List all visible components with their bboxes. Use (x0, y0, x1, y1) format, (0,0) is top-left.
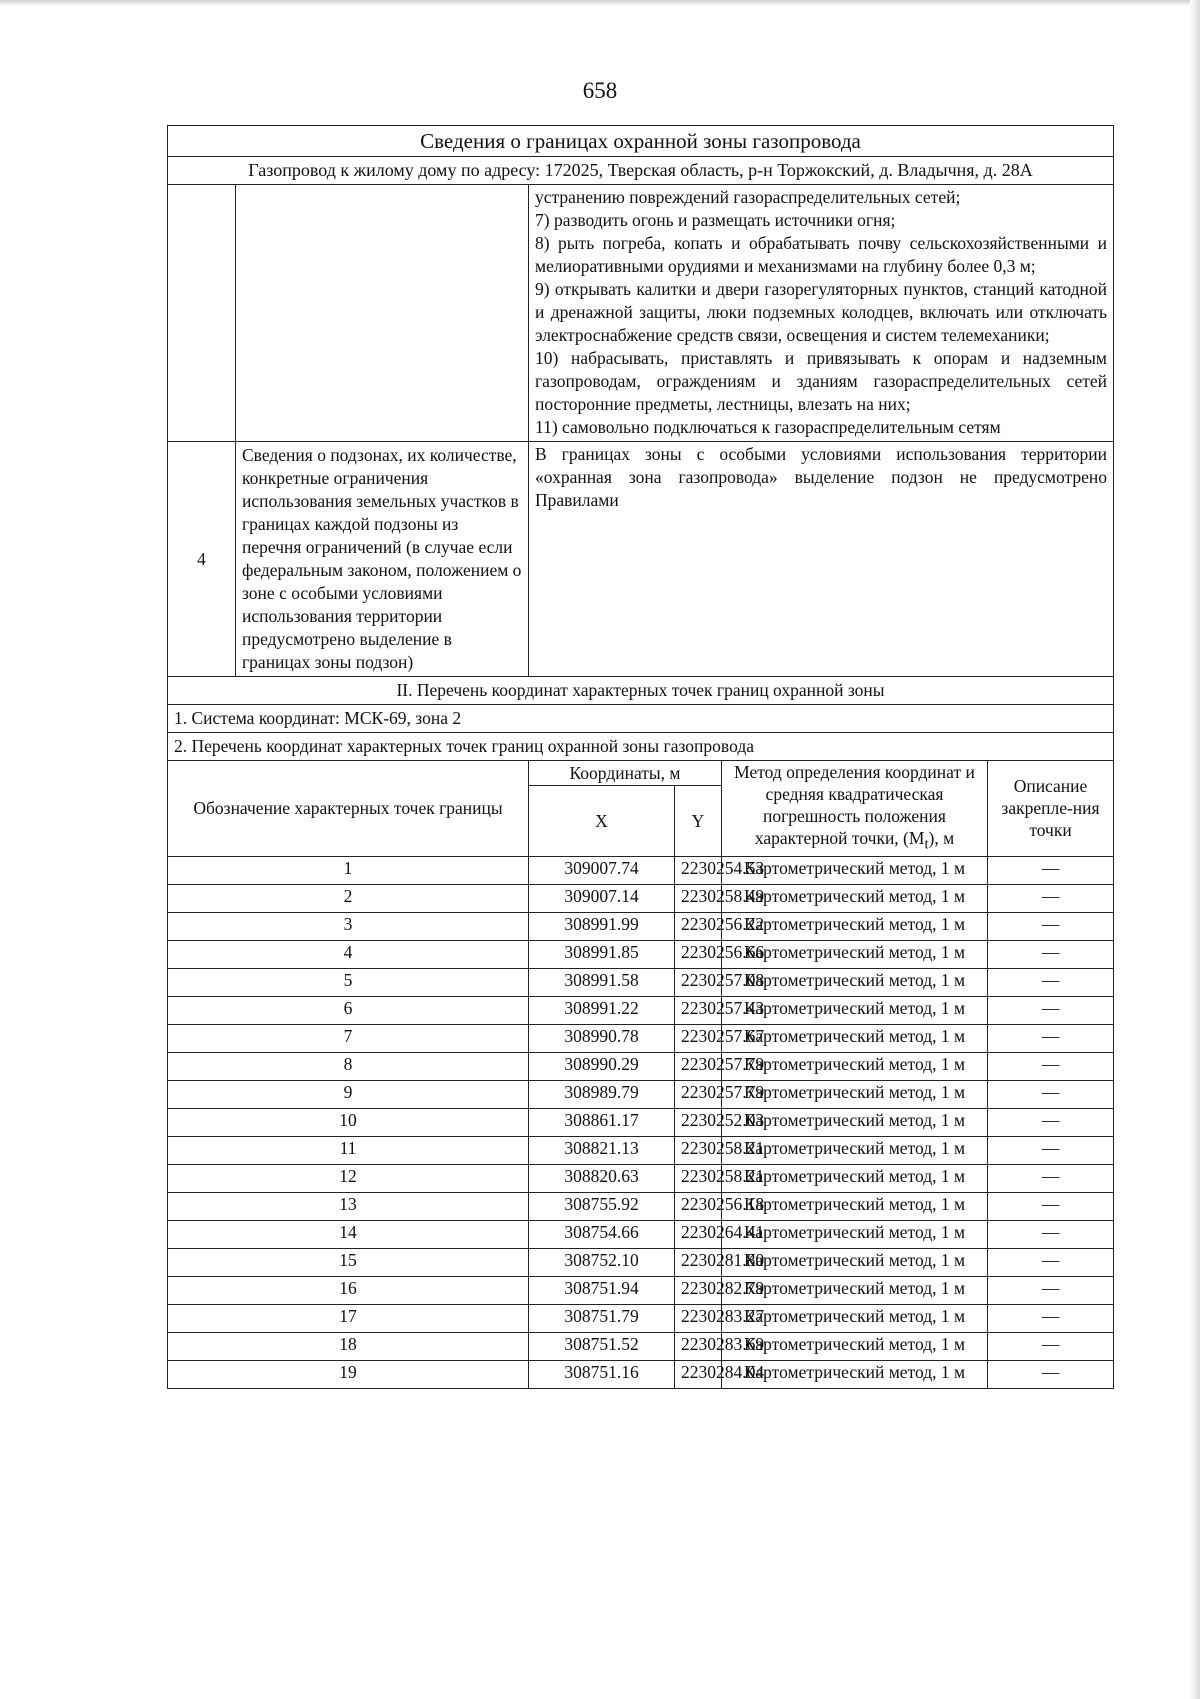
point-x: 308991.22 (529, 996, 675, 1024)
table-row (168, 1360, 1114, 1388)
point-method: Картометрический метод, 1 м (722, 1108, 988, 1136)
point-y: 2230282.79 (675, 1276, 722, 1304)
subzones-row (168, 442, 1114, 677)
restrictions-row (168, 185, 1114, 442)
point-y: 2230256.66 (675, 940, 722, 968)
point-number: 12 (168, 1164, 529, 1192)
table-row (168, 1332, 1114, 1360)
point-method: Картометрический метод, 1 м (722, 1192, 988, 1220)
restriction-item: 9) открывать калитки и двери газорегуляторных пунктов, станций катодной и дренажной защиты, люки подземных колодцев, включать или отключать электроснабжение средств связи, освещения и систем телемеханики; (535, 279, 1108, 345)
point-x: 308754.66 (529, 1220, 675, 1248)
point-number: 11 (168, 1136, 529, 1164)
header-x: X (529, 785, 675, 856)
restriction-item: 10) набрасывать, приставлять и привязывать к опорам и надземным газопроводам, ограждениям и зданиям газораспределительных сетей посторонние предметы, лестницы, влезать на них; (535, 348, 1108, 414)
point-x: 308751.16 (529, 1360, 675, 1388)
point-y: 2230258.21 (675, 1136, 722, 1164)
header-y: Y (675, 785, 722, 856)
point-y: 2230284.04 (675, 1360, 722, 1388)
page-edge-top (0, 0, 1200, 6)
restriction-item: 11) самовольно подключаться к газораспределительным сетям (535, 417, 1001, 437)
point-y: 2230258.49 (675, 884, 722, 912)
table-row (168, 1164, 1114, 1192)
point-description: — (988, 1108, 1114, 1136)
subzones-label: Сведения о подзонах, их количестве, конкретные ограничения использования земельных участков в границах каждой подзоны из перечня ограничений (в случае если федеральным законом, положением о зоне с особыми условиями использования территории предусмотрено выделение в границах зоны подзон) (236, 442, 529, 677)
table-row (168, 1052, 1114, 1080)
row-number-empty (168, 185, 236, 442)
point-description: — (988, 1360, 1114, 1388)
point-x: 308990.29 (529, 1052, 675, 1080)
table-row (168, 912, 1114, 940)
point-x: 308861.17 (529, 1108, 675, 1136)
point-x: 309007.14 (529, 884, 675, 912)
point-description: — (988, 968, 1114, 996)
point-y: 2230264.41 (675, 1220, 722, 1248)
point-number: 17 (168, 1304, 529, 1332)
point-method: Картометрический метод, 1 м (722, 1304, 988, 1332)
point-x: 308751.79 (529, 1304, 675, 1332)
point-x: 309007.74 (529, 856, 675, 884)
table-row (168, 1136, 1114, 1164)
header-method-b: ), м (928, 828, 955, 848)
point-y: 2230254.53 (675, 856, 722, 884)
point-description: — (988, 1164, 1114, 1192)
point-method: Картометрический метод, 1 м (722, 1052, 988, 1080)
table-row (168, 940, 1114, 968)
point-y: 2230257.79 (675, 1052, 722, 1080)
table-row (168, 856, 1114, 884)
table-row (168, 1248, 1114, 1276)
point-y: 2230257.67 (675, 1024, 722, 1052)
point-y: 2230256.18 (675, 1192, 722, 1220)
section2-title: II. Перечень координат характерных точек границ охранной зоны (168, 677, 1114, 705)
coord-system-row (168, 705, 1114, 733)
point-description: — (988, 1024, 1114, 1052)
point-number: 6 (168, 996, 529, 1024)
protection-zone-table (167, 125, 1114, 1389)
point-y: 2230283.69 (675, 1332, 722, 1360)
point-method: Картометрический метод, 1 м (722, 884, 988, 912)
point-method: Картометрический метод, 1 м (722, 1080, 988, 1108)
restriction-item: устранению повреждений газораспределительных сетей; (535, 187, 961, 207)
point-method: Картометрический метод, 1 м (722, 856, 988, 884)
point-number: 2 (168, 884, 529, 912)
point-method: Картометрический метод, 1 м (722, 1276, 988, 1304)
point-method: Картометрический метод, 1 м (722, 968, 988, 996)
point-x: 308991.99 (529, 912, 675, 940)
point-method: Картометрический метод, 1 м (722, 1332, 988, 1360)
point-description: — (988, 884, 1114, 912)
point-description: — (988, 1080, 1114, 1108)
point-number: 7 (168, 1024, 529, 1052)
point-number: 5 (168, 968, 529, 996)
point-method: Картометрический метод, 1 м (722, 1024, 988, 1052)
point-x: 308751.52 (529, 1332, 675, 1360)
point-x: 308755.92 (529, 1192, 675, 1220)
point-description: — (988, 1332, 1114, 1360)
subzones-value-text: В границах зоны с особыми условиями использования территории «охранная зона газопровода» выделение подзон не предусмотрено Правилами (535, 444, 1108, 510)
point-x: 308990.78 (529, 1024, 675, 1052)
point-description: — (988, 1276, 1114, 1304)
point-method: Картометрический метод, 1 м (722, 1248, 988, 1276)
point-y: 2230258.21 (675, 1164, 722, 1192)
point-description: — (988, 1052, 1114, 1080)
header-method (722, 761, 988, 857)
point-number: 1 (168, 856, 529, 884)
point-method: Картометрический метод, 1 м (722, 912, 988, 940)
subzones-value (529, 442, 1114, 677)
point-number: 8 (168, 1052, 529, 1080)
point-number: 10 (168, 1108, 529, 1136)
section2-title-row (168, 677, 1114, 705)
point-number: 16 (168, 1276, 529, 1304)
point-number: 18 (168, 1332, 529, 1360)
restriction-item: 7) разводить огонь и размещать источники огня; (535, 210, 896, 230)
row-label-empty (236, 185, 529, 442)
table-row (168, 884, 1114, 912)
restriction-item: 8) рыть погреба, копать и обрабатывать почву сельскохозяйственными и мелиоративными орудиями и механизмами на глубину более 0,3 м; (535, 233, 1108, 276)
table-row (168, 1108, 1114, 1136)
point-method: Картометрический метод, 1 м (722, 940, 988, 968)
table-row (168, 996, 1114, 1024)
point-y: 2230257.79 (675, 1080, 722, 1108)
point-description: — (988, 856, 1114, 884)
header-method-a: Метод определения координат и средняя квадратическая погрешность положения характерной точки, (M (734, 762, 975, 848)
coord-system: 1. Система координат: МСК-69, зона 2 (168, 705, 1114, 733)
point-method: Картометрический метод, 1 м (722, 1136, 988, 1164)
point-x: 308821.13 (529, 1136, 675, 1164)
list-title: 2. Перечень координат характерных точек границ охранной зоны газопровода (168, 733, 1114, 761)
point-method: Картометрический метод, 1 м (722, 1164, 988, 1192)
point-number: 14 (168, 1220, 529, 1248)
point-x: 308991.85 (529, 940, 675, 968)
points-header-row-1 (168, 761, 1114, 786)
point-method: Картометрический метод, 1 м (722, 1360, 988, 1388)
table-row (168, 1304, 1114, 1332)
point-description: — (988, 1220, 1114, 1248)
restrictions-text (529, 185, 1114, 442)
point-description: — (988, 912, 1114, 940)
title-row (168, 126, 1114, 157)
point-x: 308820.63 (529, 1164, 675, 1192)
point-number: 15 (168, 1248, 529, 1276)
header-method-sub: t (924, 836, 929, 853)
point-y: 2230283.27 (675, 1304, 722, 1332)
table-row (168, 1024, 1114, 1052)
point-number: 4 (168, 940, 529, 968)
subtitle-row (168, 157, 1114, 185)
point-y: 2230256.22 (675, 912, 722, 940)
point-description: — (988, 1304, 1114, 1332)
point-y: 2230281.80 (675, 1248, 722, 1276)
header-coords: Координаты, м (529, 761, 722, 786)
table-row (168, 1192, 1114, 1220)
page-edge-right (1190, 0, 1200, 1699)
table-row (168, 1220, 1114, 1248)
point-x: 308752.10 (529, 1248, 675, 1276)
point-number: 19 (168, 1360, 529, 1388)
point-method: Картометрический метод, 1 м (722, 1220, 988, 1248)
point-y: 2230257.08 (675, 968, 722, 996)
header-point: Обозначение характерных точек границы (168, 761, 529, 857)
table-row (168, 968, 1114, 996)
point-y: 2230252.03 (675, 1108, 722, 1136)
row-number: 4 (168, 442, 236, 677)
point-method: Картометрический метод, 1 м (722, 996, 988, 1024)
point-description: — (988, 996, 1114, 1024)
header-description: Описание закрепле-ния точки (988, 761, 1114, 857)
document-subtitle: Газопровод к жилому дому по адресу: 172025, Тверская область, р-н Торжокский, д. Владычня, д. 28А (168, 157, 1114, 185)
table-row (168, 1080, 1114, 1108)
point-y: 2230257.43 (675, 996, 722, 1024)
list-title-row (168, 733, 1114, 761)
point-description: — (988, 1192, 1114, 1220)
page-number: 658 (582, 78, 618, 103)
point-number: 3 (168, 912, 529, 940)
document-title: Сведения о границах охранной зоны газопровода (168, 126, 1114, 157)
point-number: 9 (168, 1080, 529, 1108)
table-row (168, 1276, 1114, 1304)
point-x: 308989.79 (529, 1080, 675, 1108)
point-x: 308751.94 (529, 1276, 675, 1304)
point-x: 308991.58 (529, 968, 675, 996)
point-number: 13 (168, 1192, 529, 1220)
point-description: — (988, 940, 1114, 968)
point-description: — (988, 1248, 1114, 1276)
point-description: — (988, 1136, 1114, 1164)
